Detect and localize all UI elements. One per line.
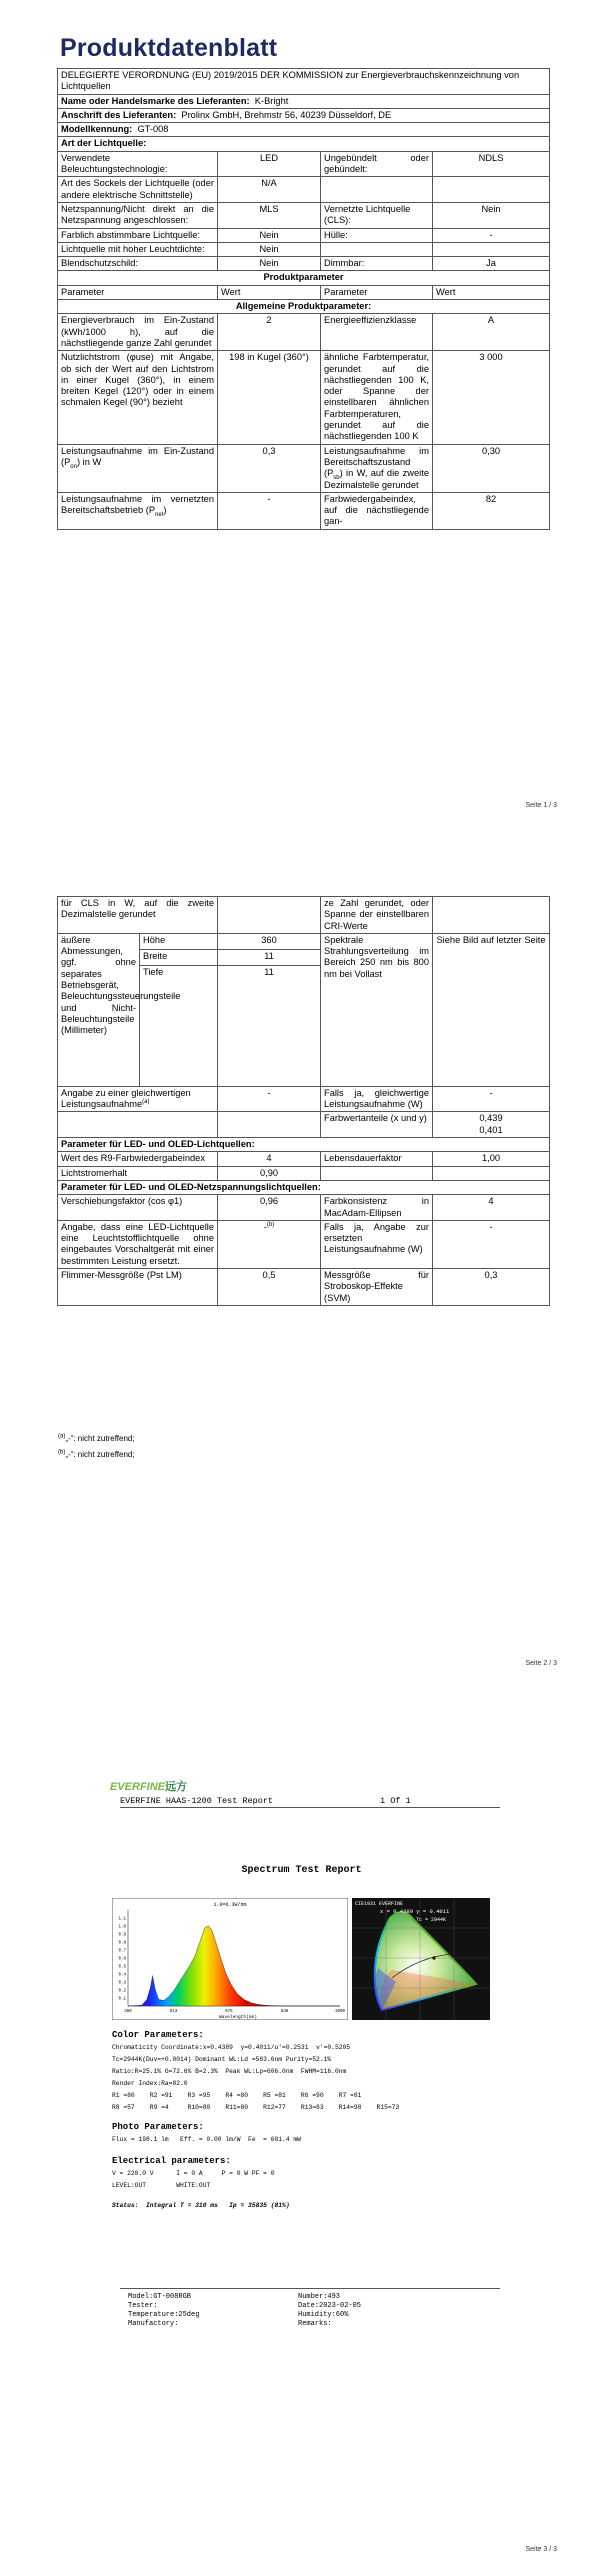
dimmable-value: Ja (433, 257, 550, 271)
equivalent-power-value: - (218, 1086, 321, 1112)
cap-type-value: N/A (218, 177, 321, 203)
color-line-3: Ratio:R=25.1% G=72.6% B=2.3% Peak WL:Lp=606.0nm FWHM=116.0nm (112, 2068, 347, 2075)
datasheet-table-page-1 (57, 68, 550, 530)
replacement-yes-value: - (433, 1220, 550, 1268)
led-params-header: Parameter für LED- und OLED-Lichtquellen: (58, 1138, 550, 1152)
x-tick-label: 380 (124, 2010, 132, 2014)
cie-coordinates: x = 0.4389 y = 0.4011 (380, 1908, 450, 1915)
color-line-6: R8 =57 R9 =4 R10=80 R11=80 R12=77 R13=83 R14=98 R15=73 (112, 2104, 400, 2111)
anti-glare-value: Nein (218, 257, 321, 271)
equivalent-yes-value: - (433, 1086, 550, 1112)
flicker-value: 0,5 (218, 1269, 321, 1306)
survival-factor-value: 1,00 (433, 1152, 550, 1166)
stroboscopic-label: Messgröße für Stroboskop-Effekte (SVM) (321, 1269, 433, 1306)
chart-header: 1.0=6.3W/nm (213, 1902, 247, 1908)
y-tick-label: 0.2 (118, 1989, 126, 1994)
meta-number: Number:493 (298, 2293, 341, 2301)
tunable-value: Nein (218, 228, 321, 242)
y-tick-label: 1.1 (118, 1917, 126, 1922)
photo-params-header: Photo Parameters: (112, 2122, 204, 2132)
y-tick-label: 1.0 (118, 1925, 126, 1930)
everfine-logo: EVERFINE远方 (110, 1781, 188, 1793)
page-number: Seite 1 / 3 (525, 802, 557, 809)
col-value-2: Wert (433, 285, 550, 299)
dim-depth-value: 11 (218, 965, 321, 1086)
color-params-header: Color Parameters: (112, 2030, 204, 2040)
col-value-1: Wert (218, 285, 321, 299)
high-luminance-label: Lichtquelle mit hoher Leuchtdichte: (58, 242, 218, 256)
energy-class-value: A (433, 314, 550, 351)
dim-width-value: 11 (218, 949, 321, 965)
stroboscopic-value: 0,3 (433, 1269, 550, 1306)
spectrum-report-title: Spectrum Test Report (241, 1865, 362, 1876)
colour-consistency-label: Farbkonsistenz in MacAdam-Ellipsen (321, 1195, 433, 1221)
photo-line: Flux = 198.1 lm Eff. = 0.00 lm/W Fe = 601.4 mW (112, 2136, 301, 2143)
dim-depth-label: Tiefe (140, 965, 218, 1086)
useful-flux-value: 198 in Kugel (360°) (218, 351, 321, 444)
flicker-label: Flimmer-Messgröße (Pst LM) (58, 1269, 218, 1306)
electrical-params-header: Electrical parameters: (112, 2156, 231, 2166)
equivalent-power-label: Angabe zu einer gleichwertigen Leistungsaufnahme$^{(a)}$ (58, 1086, 218, 1112)
x-tick-label: 1000 (334, 2010, 346, 2014)
y-tick-label: 0.4 (118, 1973, 126, 1978)
y-tick-label: 0.1 (118, 1997, 126, 2002)
technology-label: Verwendete Beleuchtungstechnologie: (58, 151, 218, 177)
page-3 (0, 1720, 603, 2560)
y-tick-label: 0.6 (118, 1957, 126, 1962)
dim-width-label: Breite (140, 949, 218, 965)
y-tick-label: 0.3 (118, 1981, 126, 1986)
high-luminance-value: Nein (218, 242, 321, 256)
mains-label: Netzspannung/Nicht direkt an die Netzspannung angeschlossen: (58, 202, 218, 228)
report-header (120, 1796, 500, 1808)
energy-class-label: Energieeffizienzklasse (321, 314, 433, 351)
standby-power-value: 0,30 (433, 444, 550, 492)
networked-standby-label: Leistungsaufnahme im vernetzten Bereitschaftsbetrieb $(P_{net})$ (58, 492, 218, 529)
displacement-factor-label: Verschiebungsfaktor (cos φ1) (58, 1195, 218, 1221)
y-tick-label: 0.8 (118, 1941, 126, 1946)
dimmable-label: Dimmbar: (321, 257, 433, 271)
meta-remarks: Remarks: (298, 2320, 332, 2328)
dim-height-value: 360 (218, 933, 321, 949)
y-tick-label: 0.5 (118, 1965, 126, 1970)
energy-consumption-label: Energieverbrauch im Ein-Zustand (kWh/1000 h), auf die nächstliegende ganze Zahl gerundet (58, 314, 218, 351)
meta-manufactory: Manufactory: (128, 2320, 179, 2328)
networked-standby-value: - (218, 492, 321, 529)
page-number: Seite 2 / 3 (525, 1660, 557, 1667)
color-line-2: Tc=2944K(Duv=+0.0014) Dominant WL:Ld =583.6nm Purity=52.1% (112, 2056, 332, 2063)
meta-date: Date:2023-02-05 (298, 2302, 362, 2310)
general-params-header: Allgemeine Produktparameter: (58, 300, 550, 314)
product-params-header: Produktparameter (58, 271, 550, 285)
color-line-5: R1 =80 R2 =91 R3 =95 R4 =80 R5 =81 R6 =90 R7 =81 (112, 2092, 362, 2099)
r9-label: Wert des R9-Farbwiedergabeindex (58, 1152, 218, 1166)
envelope-label: Hülle: (321, 228, 433, 242)
col-param-1: Parameter (58, 285, 218, 299)
cct-label: ähnliche Farbtemperatur, gerundet auf die nächstliegenden 100 K, oder Spanne der einstellbaren ähnlichen Farbtemperaturen, gerundet auf die nächstliegenden 100 K (321, 351, 433, 444)
color-line-4: Render Index:Ra=82.0 (112, 2080, 188, 2087)
directional-label: Ungebündelt oder gebündelt: (321, 151, 433, 177)
survival-factor-label: Lebensdauerfaktor (321, 1152, 433, 1166)
meta-humidity: Humidity:60% (298, 2311, 349, 2319)
cct-value: 3 000 (433, 351, 550, 444)
replacement-yes-label: Falls ja, Angabe zur ersetzten Leistungsaufnahme (W) (321, 1220, 433, 1268)
cap-type-label: Art des Sockels der Lichtquelle (oder andere elektrische Schnittstelle) (58, 177, 218, 203)
chromaticity-value: 0,439 0,401 (433, 1112, 550, 1138)
cie-cct: Tc = 2944K (416, 1917, 447, 1923)
r9-value: 4 (218, 1152, 321, 1166)
electrical-line-1: V = 220.0 V I = 0 A P = 0 W PF = 0 (112, 2170, 275, 2177)
datasheet-table-page-2 (57, 896, 550, 1306)
page-2 (0, 860, 603, 1680)
cri-value: 82 (433, 492, 550, 529)
networked-standby-label-cont: für CLS in W, auf die zweite Dezimalstelle gerundet (58, 897, 218, 934)
regulation-text: DELEGIERTE VERORDNUNG (EU) 2019/2015 DER KOMMISSION zur Energieverbrauchskennzeichnung von Lichtquellen (58, 69, 550, 95)
report-title: EVERFINE HAAS-1200 Test Report (120, 1796, 274, 1806)
standby-power-label: Leistungsaufnahme im Bereitschaftszustand $(P_{sb})$ in W, auf die zweite Dezimalstelle gerundet (321, 444, 433, 492)
report-meta (120, 2288, 500, 2329)
cls-label: Vernetzte Lichtquelle (CLS): (321, 202, 433, 228)
mains-value: MLS (218, 202, 321, 228)
color-line-1: Chromaticity Coordinate:x=0.4389 y=0.4011/u'=0.2531 v'=0.5205 (112, 2044, 351, 2051)
cri-label-cont: ze Zahl gerundet, oder Spanne der einstellbaren CRI-Werte (321, 897, 433, 934)
spectral-label: Spektrale Strahlungsverteilung im Bereich 250 nm bis 800 nm bei Vollast (321, 933, 433, 1086)
tunable-label: Farblich abstimmbare Lichtquelle: (58, 228, 218, 242)
document-title: Produktdatenblatt (60, 34, 278, 62)
status-line: Status: Integral T = 310 ms Ip = 35835 (81%) (112, 2202, 290, 2209)
meta-temperature: Temperature:25deg (128, 2311, 200, 2319)
lumen-maintenance-label: Lichtstromerhalt (58, 1166, 218, 1180)
x-tick-label: 838 (280, 2010, 289, 2014)
useful-flux-label: Nutzlichtstrom (φuse) mit Angabe, ob sich der Wert auf den Lichtstrom in einer Kugel (360°), in einem breiten Kegel (120°) oder in einem schmalen Kegel (90°) bezieht (58, 351, 218, 444)
cls-value: Nein (433, 202, 550, 228)
meta-model: Model:GT-008RGB (128, 2293, 192, 2301)
col-param-2: Parameter (321, 285, 433, 299)
equivalent-yes-label: Falls ja, gleichwertige Leistungsaufnahme (W) (321, 1086, 433, 1112)
displacement-factor-value: 0,96 (218, 1195, 321, 1221)
replacement-value: -$^{(b)}$ (218, 1220, 321, 1268)
supplier-row: Name oder Handelsmarke des Lieferanten: K-Bright (58, 94, 550, 108)
colour-consistency-value: 4 (433, 1195, 550, 1221)
y-tick-label: 0.7 (118, 1949, 126, 1954)
footnote-b: $^{(b)}$„-“: nicht zutreffend; (58, 1449, 135, 1459)
on-mode-power-label: Leistungsaufnahme im Ein-Zustand $(P_{on})$ in W (58, 444, 218, 492)
dimensions-label: äußere Abmessungen, ggf. ohne separates Betriebsgerät, Beleuchtungssteuerungsteile und Nicht-Beleuchtungsteile (Millimeter) (58, 933, 140, 1086)
directional-value: NDLS (433, 151, 550, 177)
anti-glare-label: Blendschutzschild: (58, 257, 218, 271)
page-number: Seite 3 / 3 (525, 2546, 557, 2553)
mains-led-params-header: Parameter für LED- und OLED-Netzspannungslichtquellen: (58, 1180, 550, 1194)
y-tick-label: 0.9 (118, 1933, 126, 1938)
address-row: Anschrift des Lieferanten: Prolinx GmbH, Brehmstr 56, 40239 Düsseldorf, DE (58, 108, 550, 122)
footnote-a: $^{(a)}$„-“: nicht zutreffend; (58, 1433, 135, 1443)
envelope-value: - (433, 228, 550, 242)
replacement-label: Angabe, dass eine LED-Lichtquelle eine Leuchtstofflichtquelle ohne eingebautes Vorschaltgerät mit einer bestimmten Leistung ersetzt. (58, 1220, 218, 1268)
x-tick-label: 513 (169, 2010, 178, 2014)
spectral-value: Siehe Bild auf letzter Seite (433, 933, 550, 1086)
technology-value: LED (218, 151, 321, 177)
cie-title: CIE1931 EVERFINE (355, 1901, 404, 1907)
page-1 (0, 0, 603, 820)
dim-height-label: Höhe (140, 933, 218, 949)
chromaticity-label: Farbwertanteile (x und y) (321, 1112, 433, 1138)
electrical-line-2: LEVEL:OUT WHITE:OUT (112, 2182, 211, 2189)
on-mode-power-value: 0,3 (218, 444, 321, 492)
spectrum-chart (112, 1898, 348, 2020)
x-tick-label: 675 (225, 2010, 233, 2014)
meta-tester: Tester: (128, 2302, 158, 2310)
light-type-header: Art der Lichtquelle: (58, 137, 550, 151)
energy-consumption-value: 2 (218, 314, 321, 351)
lumen-maintenance-value: 0,90 (218, 1166, 321, 1180)
chart-x-label: Wavelength(nm) (219, 2015, 257, 2020)
model-row: Modellkennung: GT-008 (58, 123, 550, 137)
cie-diagram (352, 1898, 490, 2020)
cri-label: Farbwiedergabeindex, auf die nächstliegende gan- (321, 492, 433, 529)
report-page-of: 1 Of 1 (380, 1796, 411, 1806)
